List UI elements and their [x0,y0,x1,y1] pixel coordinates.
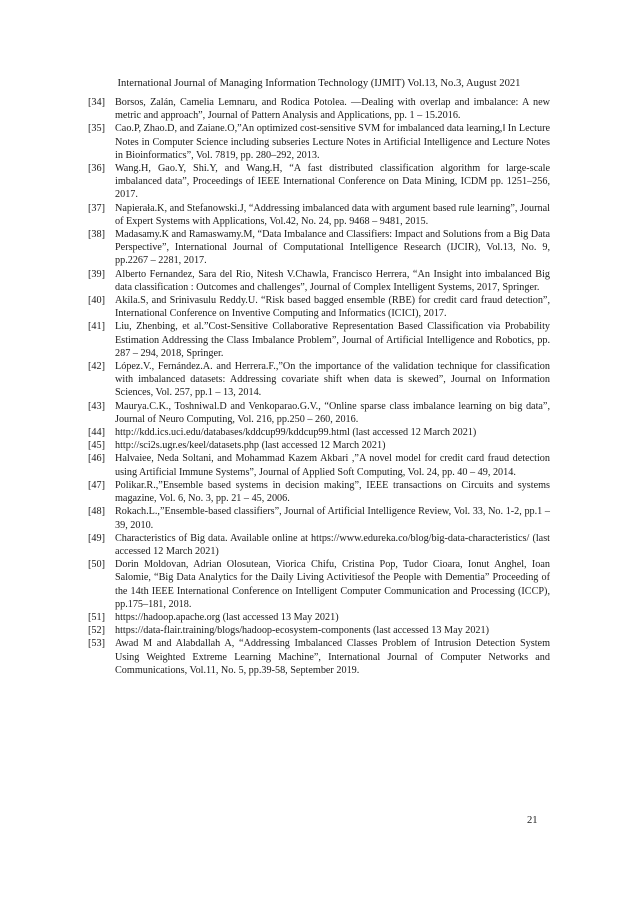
reference-item-53 [88,637,550,677]
reference-text: Cao.P, Zhao.D, and Zaiane.O,”An optimized cost-sensitive SVM for imbalanced data learning,‖ In Lecture Notes in Computer Science including subseries Lecture Notes in Artificial Intelligence and Lecture Notes in Bioinformatics”, Vol. 7819, pp. 280–292, 2013. [115,123,550,161]
reference-text: Wang.H, Gao.Y, Shi.Y, and Wang.H, “A fast distributed classification algorithm for large-scale imbalanced data”, Proceedings of IEEE International Conference on Data Mining, ICDM pp. 1251–256, 2017. [115,163,550,201]
reference-text: Characteristics of Big data. Available online at https://www.edureka.co/blog/big-data-characteristics/ (last accessed 12 March 2021) [115,532,550,557]
reference-text: Halvaiee, Neda Soltani, and Mohammad Kazem Akbari ,”A novel model for credit card fraud detection using Artificial Immune Systems”, Journal of Applied Soft Computing, Vol. 24, pp. 40 – 49, 2014. [115,453,550,478]
reference-text: Polikar.R.,”Ensemble based systems in decision making”, IEEE transactions on Circuits and systems magazine, Vol. 6, No. 3, pp. 21 – 45, 2006. [115,479,550,505]
reference-item-45 [88,439,550,452]
reference-text: Awad M and Alabdallah A, “Addressing Imbalanced Classes Problem of Intrusion Detection System Using Weighted Extreme Learning Machine”, International Journal of Computer Networks and Communications, Vol.11, No. 5, pp.39-58, September 2019. [115,638,550,676]
reference-item-37 [88,202,550,228]
reference-number: [43] [88,400,105,412]
reference-text: Dorin Moldovan, Adrian Olosutean, Viorica Chifu, Cristina Pop, Tudor Cioara, Ionut Anghel, Ioan Salomie, “Big Data Analytics for the Daily Living Activitiesof the People with Dementia” Proceeding of the 14th IEEE International Conference on Intelligent Computer Communication and Processing (ICCP), pp.175–181, 2018. [115,559,550,610]
reference-item-39 [88,268,550,294]
reference-text: https://data-flair.training/blogs/hadoop-ecosystem-components (last accessed 13 May 2021) [115,625,490,637]
reference-item-49 [88,532,550,558]
reference-number: [50] [88,559,105,571]
reference-list [88,96,550,677]
reference-item-40 [88,294,550,320]
reference-item-50 [88,558,550,611]
reference-item-36 [88,162,550,202]
reference-text: Borsos, Zalán, Camelia Lemnaru, and Rodica Potolea. ―Dealing with overlap and imbalance: A new metric and approach”, Journal of Pattern Analysis and Applications, pp. 1 – 15.2016. [115,97,550,122]
reference-text: Napierała.K, and Stefanowski.J, “Addressing imbalanced data with argument based rule learning”, Journal of Expert Systems with Applications, Vol.42, No. 24, pp. 9468 – 9481, 2015. [115,202,550,227]
reference-item-52 [88,624,550,637]
reference-text: Maurya.C.K., Toshniwal.D and Venkoparao.G.V., “Online sparse class imbalance learning on big data”, Journal of Neuro Computing, Vol. 216, pp.250 – 260, 2016. [115,400,550,425]
reference-number: [52] [88,625,105,637]
reference-text: Rokach.L.,”Ensemble-based classifiers”, Journal of Artificial Intelligence Review, Vol. 33, No. 1-2, pp.1 – 39, 2010. [115,506,550,531]
reference-number: [35] [88,123,105,135]
reference-item-42 [88,360,550,400]
reference-number: [39] [88,268,105,280]
reference-item-34 [88,96,550,122]
reference-number: [38] [88,229,105,241]
reference-number: [36] [88,163,105,175]
reference-item-46 [88,452,550,478]
reference-number: [49] [88,532,105,544]
reference-item-44 [88,426,550,439]
reference-text: http://kdd.ics.uci.edu/databases/kddcup99/kddcup99.html (last accessed 12 March 2021) [115,427,477,439]
reference-number: [40] [88,295,105,307]
running-header: International Journal of Managing Information Technology (IJMIT) Vol.13, No.3, August 2021 [117,78,521,89]
reference-number: [34] [88,97,105,108]
reference-number: [45] [88,440,105,452]
reference-number: [51] [88,611,105,623]
reference-number: [48] [88,506,105,518]
reference-number: [47] [88,479,105,491]
reference-item-51 [88,611,550,624]
reference-text: Alberto Fernandez, Sara del Rio, Nitesh V.Chawla, Francisco Herrera, “An Insight into imbalanced Big data classification : Outcomes and challenges”, Journal of Complex Intelligent Systems, 2017, Springer. [115,268,550,293]
reference-number: [44] [88,427,105,439]
reference-number: [42] [88,361,105,373]
reference-text: López.V., Fernández.A. and Herrera.F.,”On the importance of the validation technique for classification with imbalanced datasets: Addressing covariate shift when data is skewed”, Journal on Information Sciences, Vol. 257, pp.1 – 13, 2014. [115,361,550,399]
reference-text: https://hadoop.apache.org (last accessed 13 May 2021) [115,611,339,623]
reference-item-38 [88,228,550,268]
reference-number: [46] [88,453,105,465]
reference-item-47 [88,479,550,505]
reference-item-48 [88,505,550,531]
reference-number: [37] [88,202,105,214]
reference-text: Liu, Zhenbing, et al.”Cost-Sensitive Collaborative Representation Based Classification via Probability Estimation Addressing the Class Imbalance Problem”, Journal of Artificial Intelligence and Robotics, pp. 287 – 294, 2018, Springer. [115,321,550,359]
page-number: 21 [527,815,538,826]
reference-item-41 [88,320,550,360]
reference-text: Madasamy.K and Ramaswamy.M, “Data Imbalance and Classifiers: Impact and Solutions from a Big Data Perspective”, International Journal of Computational Intelligence Research (IJCIR), Vol.13, No. 9, pp.2267 – 2281, 2017. [115,229,550,267]
reference-text: http://sci2s.ugr.es/keel/datasets.php (last accessed 12 March 2021) [115,440,386,452]
reference-item-43 [88,400,550,426]
reference-number: [53] [88,638,105,650]
reference-text: Akila.S, and Srinivasulu Reddy.U. “Risk based bagged ensemble (RBE) for credit card fraud detection”, International Conference on Inventive Computing and Informatics (ICICI), 2017. [115,295,550,320]
reference-item-35 [88,122,550,162]
reference-number: [41] [88,321,105,333]
